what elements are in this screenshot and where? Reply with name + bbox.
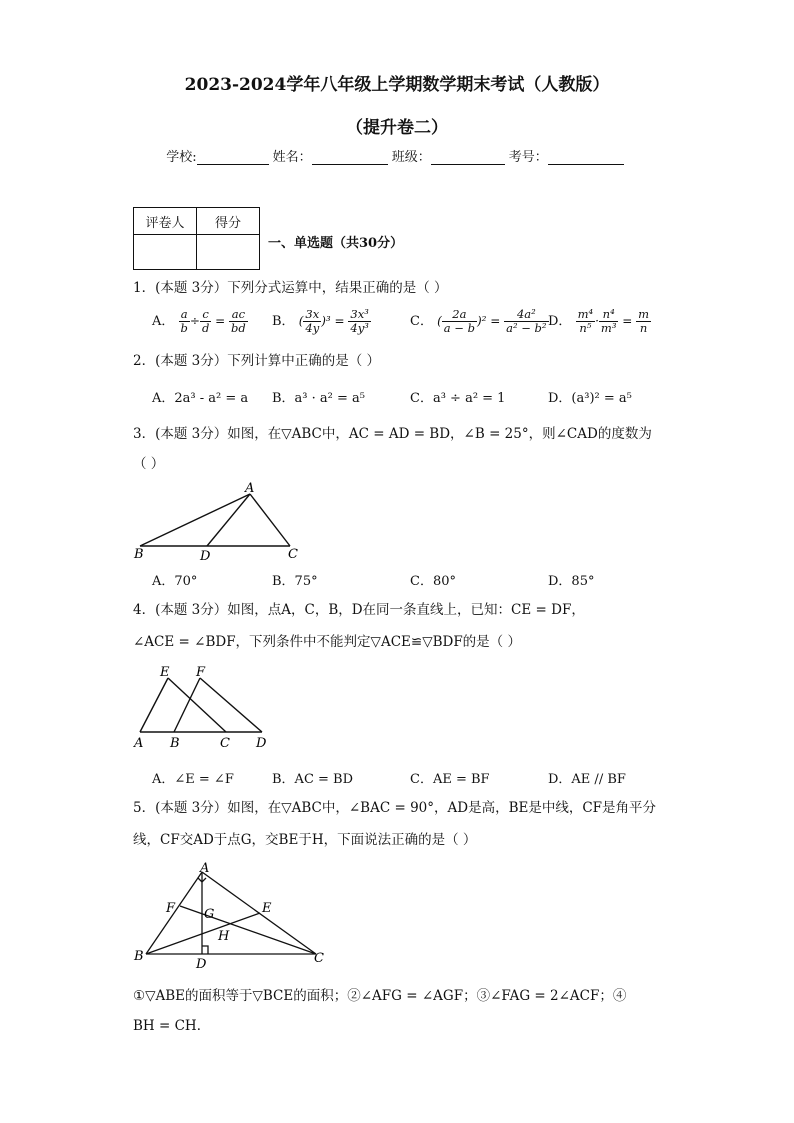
name-label: 姓名： — [272, 150, 312, 165]
score-header: 得分 — [197, 208, 260, 235]
q5-label-f: F — [166, 901, 176, 916]
exam-no-blank[interactable] — [548, 150, 624, 165]
question-5-conclusions-2: BH = CH． — [133, 1018, 211, 1034]
q5-label-b: B — [134, 949, 144, 964]
student-info-line — [0, 146, 794, 165]
page-title: 2023-2024学年八年级上学期数学期末考试（人教版） — [184, 75, 610, 95]
q3-label-b: B — [134, 547, 144, 562]
q1-option-d-label: D． — [548, 314, 572, 329]
q3-option-d: D．85° — [548, 574, 595, 589]
q2-option-d: D．(a³)² = a⁵ — [548, 391, 632, 406]
q4-triangles-figure — [130, 662, 280, 752]
exam-no-label: 考号： — [508, 150, 548, 165]
q5-triangle-figure — [130, 860, 330, 972]
question-5-stem-2: 线，CF交AD于点G，交BE于H，下面说法正确的是（ ） — [133, 832, 477, 848]
q4-label-b: B — [170, 736, 180, 751]
q4-option-a: A．∠E = ∠F — [152, 772, 234, 787]
q4-label-a: A — [134, 736, 144, 751]
q5-label-a: A — [200, 861, 210, 876]
q5-label-e: E — [262, 901, 272, 916]
q4-option-d: D．AE // BF — [548, 772, 626, 787]
q2-option-c: C．a³ ÷ a² = 1 — [410, 391, 506, 406]
question-3-stem-2: （ ） — [133, 456, 165, 472]
q1-option-b: B． ( $\frac{3x}{4y}$ )³ = $\frac{\text{3x³}}{\text{4y³}}$ — [272, 307, 369, 335]
q3-label-a: A — [245, 481, 255, 496]
class-blank[interactable] — [431, 150, 505, 165]
q2-option-a: A．2a³ - a² = a — [152, 391, 249, 406]
grader-header: 评卷人 — [134, 208, 197, 235]
question-1-stem: 1．(本题 3分）下列分式运算中，结果正确的是（ ） — [133, 280, 448, 296]
question-4-stem: 4．(本题 3分）如图，点A，C，B，D在同一条直线上，已知：CE = DF， — [133, 602, 585, 618]
q1-option-c: C． ( $\frac{2a}{a - b}$ )² = $\frac{\text{4a²}}{\text{a² − b²}}$ — [410, 307, 547, 335]
question-4-stem-2: ∠ACE = ∠BDF，下列条件中不能判定▽ACE≌▽BDF的是（ ） — [133, 634, 521, 650]
q3-option-c: C．80° — [410, 574, 456, 589]
q1-option-d: D． $\frac{\text{m⁴}}{\text{n⁵}}$ · $\frac{\text{n⁴}}{\text{m³}}$ = $\frac{m}{n}$ — [548, 307, 650, 335]
page-subtitle: （提升卷二） — [346, 118, 448, 138]
q4-label-c: C — [220, 736, 230, 751]
grader-cell[interactable] — [134, 235, 197, 270]
question-2-stem: 2．(本题 3分）下列计算中正确的是（ ） — [133, 353, 381, 369]
score-table — [133, 207, 260, 270]
q5-label-h: H — [218, 929, 230, 944]
q4-label-f: F — [196, 665, 206, 680]
q3-label-d: D — [200, 549, 211, 564]
q3-label-c: C — [288, 547, 298, 562]
q3-option-b: B．75° — [272, 574, 318, 589]
q3-option-a: A．70° — [152, 574, 198, 589]
q4-label-e: E — [160, 665, 170, 680]
q2-option-b: B．a³ · a² = a⁵ — [272, 391, 365, 406]
q1-option-b-label: B． — [272, 314, 295, 329]
score-cell[interactable] — [197, 235, 260, 270]
q5-label-g: G — [204, 907, 215, 922]
school-blank[interactable] — [197, 150, 269, 165]
q1-option-a-label: A． — [152, 314, 175, 329]
q5-label-d: D — [196, 957, 207, 972]
q4-label-d: D — [256, 736, 267, 751]
class-label: 班级： — [391, 150, 431, 165]
q1-option-a: A． $\frac{a}{b}$ ÷ $\frac{c}{d}$ = $\frac{ac}{bd}$ — [152, 307, 246, 335]
question-3-stem: 3．(本题 3分）如图，在▽ABC中，AC = AD = BD，∠B = 25°，则∠CAD的度数为 — [133, 426, 652, 442]
q1-option-c-label: C． — [410, 314, 433, 329]
school-label: 学校: — [166, 150, 197, 165]
name-blank[interactable] — [312, 150, 388, 165]
q3-triangle-figure — [130, 478, 310, 564]
q5-label-c: C — [314, 951, 324, 966]
section-heading: 一、单选题（共30分） — [268, 236, 404, 251]
q4-option-b: B．AC = BD — [272, 772, 354, 787]
question-5-conclusions: ①▽ABE的面积等于▽BCE的面积；②∠AFG = ∠AGF；③∠FAG = 2∠ACF；④ — [133, 988, 627, 1004]
question-5-stem: 5．(本题 3分）如图，在▽ABC中，∠BAC = 90°，AD是高，BE是中线，CF是角平分 — [133, 800, 657, 816]
q4-option-c: C．AE = BF — [410, 772, 490, 787]
